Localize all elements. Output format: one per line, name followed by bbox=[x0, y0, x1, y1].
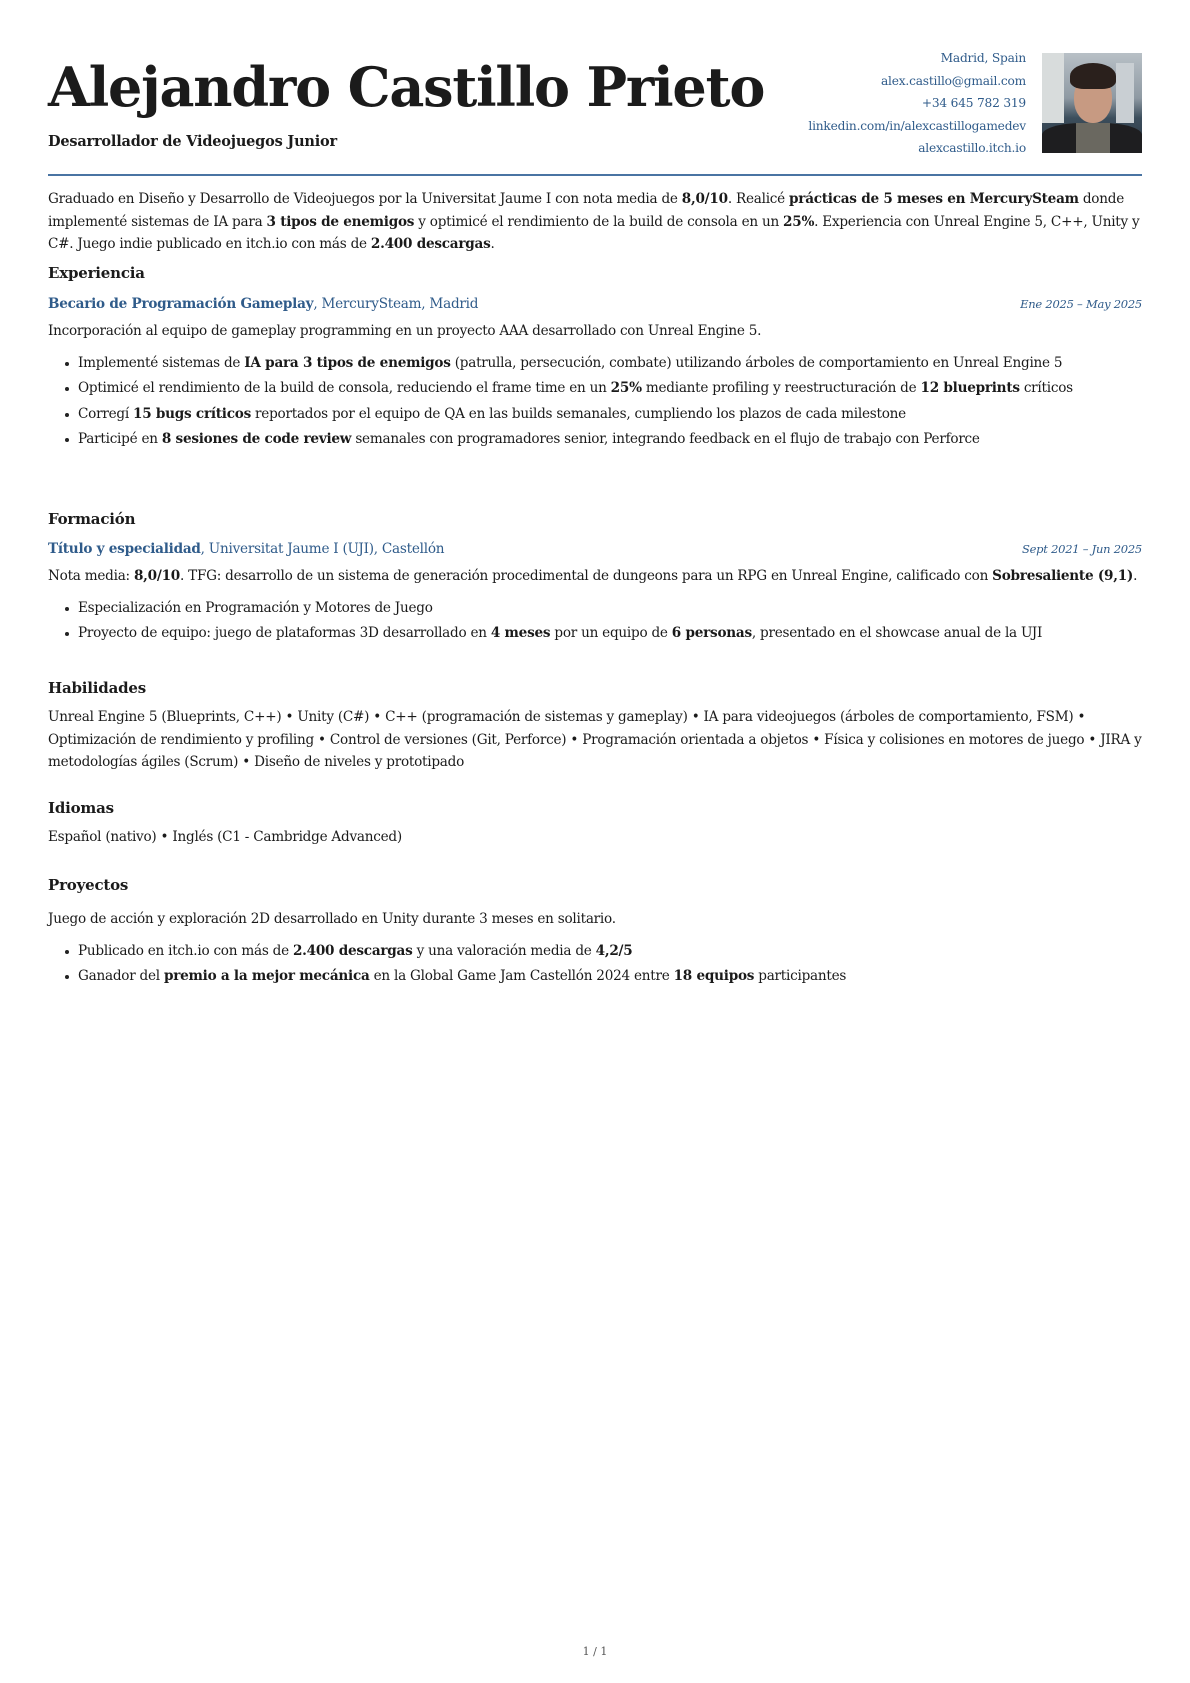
job-title: Desarrollador de Videojuegos Junior bbox=[48, 133, 337, 150]
list-item: Participé en 8 sesiones de code review semanales con programadores senior, integrando feedback en el flujo de trabajo con Perforce bbox=[78, 428, 1142, 451]
list-item: Proyecto de equipo: juego de plataformas 3D desarrollado en 4 meses por un equipo de 6 personas, presentado en el showcase anual de la UJI bbox=[78, 622, 1142, 645]
header-divider bbox=[48, 174, 1142, 176]
list-item: Optimicé el rendimiento de la build de consola, reduciendo el frame time en un 25% mediante profiling y reestructuración de 12 blueprints críticos bbox=[78, 377, 1142, 400]
experience-role: Becario de Programación Gameplay bbox=[48, 296, 314, 312]
section-title-languages: Idiomas bbox=[48, 799, 114, 817]
list-item: Implementé sistemas de IA para 3 tipos de enemigos (patrulla, persecución, combate) utilizando árboles de comportamiento en Unreal Engine 5 bbox=[78, 352, 1142, 375]
experience-section bbox=[48, 264, 1142, 451]
education-institution: , Universitat Jaume I (UJI), Castellón bbox=[200, 541, 445, 557]
skills-section bbox=[48, 679, 1142, 774]
section-title-experience: Experiencia bbox=[48, 264, 145, 282]
projects-bullets bbox=[78, 940, 1142, 988]
list-item: Corregí 15 bugs críticos reportados por el equipo de QA en las builds semanales, cumpliendo los plazos de cada milestone bbox=[78, 403, 1142, 426]
list-item: Publicado en itch.io con más de 2.400 descargas y una valoración media de 4,2/5 bbox=[78, 940, 1142, 963]
education-bullets bbox=[78, 597, 1142, 645]
photo-background-building bbox=[1116, 63, 1134, 123]
education-degree: Título y especialidad bbox=[48, 541, 201, 557]
experience-org: , MercurySteam, Madrid bbox=[313, 296, 479, 312]
languages-section bbox=[48, 799, 1142, 849]
experience-date: Ene 2025 – May 2025 bbox=[1020, 297, 1142, 311]
list-item: Ganador del premio a la mejor mecánica en la Global Game Jam Castellón 2024 entre 18 equipos participantes bbox=[78, 965, 1142, 988]
education-entry-header bbox=[48, 541, 1142, 563]
education-description: Nota media: 8,0/10. TFG: desarrollo de un sistema de generación procedimental de dungeons para un RPG en Unreal Engine, calificado con Sobresaliente (9,1). bbox=[48, 568, 1138, 584]
summary-section bbox=[48, 188, 1142, 256]
profile-photo bbox=[1042, 53, 1142, 153]
contact-info bbox=[808, 47, 1026, 160]
contact-location: Madrid, Spain bbox=[940, 51, 1026, 65]
education-date: Sept 2021 – Jun 2025 bbox=[1022, 542, 1142, 556]
skills-list: Unreal Engine 5 (Blueprints, C++) • Unity (C#) • C++ (programación de sistemas y gameplay) • IA para videojuegos (árboles de comportamiento, FSM) • Optimización de rendimiento y profiling • Control de versiones (Git, Perforce) • Programación orientada a objetos • Física y colisiones en motores de juego • JIRA y metodologías ágiles (Scrum) • Diseño de niveles y prototipado bbox=[48, 709, 1142, 770]
experience-description: Incorporación al equipo de gameplay programming en un proyecto AAA desarrollado con Unreal Engine 5. bbox=[48, 323, 762, 339]
languages-list: Español (nativo) • Inglés (C1 - Cambridge Advanced) bbox=[48, 829, 402, 845]
page-indicator: 1 / 1 bbox=[582, 1645, 608, 1658]
contact-phone-link[interactable]: +34 645 782 319 bbox=[921, 96, 1026, 110]
resume-page bbox=[48, 0, 1142, 984]
summary-text: Graduado en Diseño y Desarrollo de Videojuegos por la Universitat Jaume I con nota media de 8,0/10. Realicé prácticas de 5 meses en MercurySteam donde implementé sistemas de IA para 3 tipos de enemigos y optimicé el rendimiento de la build de consola en un 25%. Experiencia con Unreal Engine 5, C++, Unity y C#. Juego indie publicado en itch.io con más de 2.400 descargas. bbox=[48, 191, 1140, 252]
projects-description: Juego de acción y exploración 2D desarrollado en Unity durante 3 meses en solitario. bbox=[48, 911, 616, 927]
projects-section bbox=[48, 876, 1142, 988]
list-item: Especialización en Programación y Motores de Juego bbox=[78, 597, 1142, 620]
photo-hair bbox=[1070, 63, 1116, 89]
contact-linkedin-link[interactable]: linkedin.com/in/alexcastillogamedev bbox=[808, 118, 1026, 133]
education-section bbox=[48, 510, 1142, 645]
candidate-name: Alejandro Castillo Prieto bbox=[48, 55, 765, 119]
section-title-skills: Habilidades bbox=[48, 679, 146, 697]
experience-bullets bbox=[78, 352, 1142, 451]
experience-entry-header bbox=[48, 296, 1142, 318]
section-title-projects: Proyectos bbox=[48, 876, 129, 894]
photo-shirt bbox=[1076, 123, 1110, 153]
photo-background-building bbox=[1042, 53, 1064, 123]
contact-email-link[interactable]: alex.castillo@gmail.com bbox=[880, 73, 1026, 88]
section-title-education: Formación bbox=[48, 510, 136, 528]
contact-website-link[interactable]: alexcastillo.itch.io bbox=[918, 141, 1026, 155]
resume-header bbox=[48, 0, 1142, 176]
